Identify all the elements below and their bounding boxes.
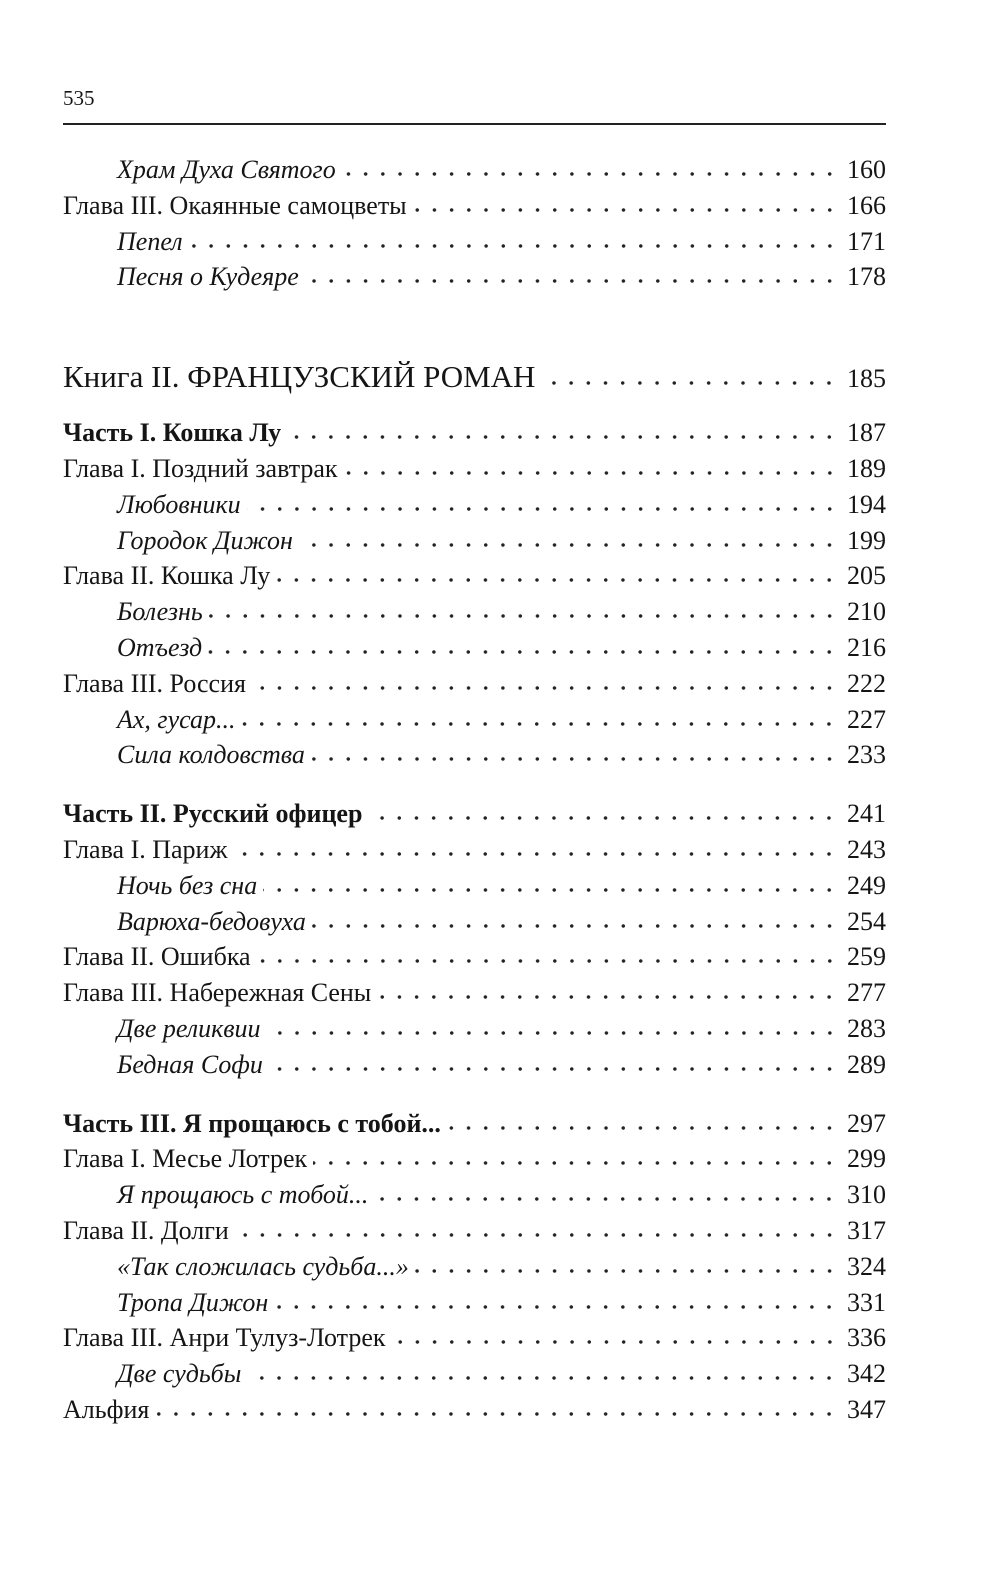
dot-leader (313, 1159, 838, 1167)
toc-entry-title: Любовники (117, 489, 241, 519)
toc-entry (63, 1392, 886, 1428)
toc-entry-title: Глава I. Поздний завтрак (63, 453, 338, 483)
toc-entry-title: Пепел (117, 226, 183, 256)
toc-entry-page: 299 (847, 1144, 886, 1174)
dot-leader (189, 242, 838, 250)
dot-leader (377, 993, 838, 1001)
toc-entry (63, 1320, 886, 1356)
toc-entry (63, 1213, 886, 1249)
toc-group (63, 415, 886, 773)
toc-entry (63, 796, 886, 832)
dot-leader (415, 1267, 838, 1275)
dot-leader (241, 720, 838, 728)
dot-leader (247, 1374, 838, 1382)
toc-entry-page: 178 (847, 262, 886, 292)
toc-entry-title: «Так сложилась судьба...» (117, 1251, 409, 1281)
toc-entry-page: 310 (847, 1180, 886, 1210)
toc-entry (63, 1249, 886, 1285)
toc-entry (63, 523, 886, 559)
toc-entry (63, 1011, 886, 1047)
toc-entry-title: Тропа Дижон (117, 1287, 269, 1317)
toc-entry-page: 277 (847, 978, 886, 1008)
dot-leader (312, 922, 838, 930)
toc-entry (63, 357, 886, 397)
toc-entry-title: Глава III. Анри Тулуз-Лотрек (63, 1323, 386, 1353)
toc-entry-page: 283 (847, 1013, 886, 1043)
dot-leader (305, 277, 838, 285)
dot-leader (541, 379, 838, 387)
toc-entry (63, 975, 886, 1011)
dot-leader (374, 1195, 838, 1203)
toc-entry-page: 166 (847, 190, 886, 220)
toc-entry-title: Глава III. Окаянные самоцветы (63, 190, 407, 220)
toc-entry-title: Альфия (63, 1394, 150, 1424)
toc-entry (63, 1285, 886, 1321)
dot-leader (392, 1338, 839, 1346)
toc-entry-page: 347 (847, 1394, 886, 1424)
toc-entry-page: 336 (847, 1323, 886, 1353)
dot-leader (368, 814, 838, 822)
toc-entry-page: 199 (847, 525, 886, 555)
dot-leader (208, 648, 838, 656)
toc-entry-page: 210 (847, 597, 886, 627)
toc-entry (63, 152, 886, 188)
dot-leader (263, 886, 838, 894)
dot-leader (413, 206, 838, 214)
dot-leader (267, 1029, 838, 1037)
toc-entry-page: 317 (847, 1215, 886, 1245)
dot-leader (344, 469, 838, 477)
toc-entry-page: 189 (847, 453, 886, 483)
dot-leader (299, 541, 838, 549)
toc-entry-page: 241 (847, 799, 886, 829)
toc-entry-page: 233 (847, 740, 886, 770)
toc-entry-page: 259 (847, 942, 886, 972)
toc-entry-title: Отъезд (117, 632, 203, 662)
toc-entry-page: 324 (847, 1251, 886, 1281)
toc-entry-page: 205 (847, 561, 886, 591)
toc-entry (63, 666, 886, 702)
toc-entry-title: Ночь без сна (117, 870, 258, 900)
toc-entry (63, 487, 886, 523)
toc-entry (63, 451, 886, 487)
dot-leader (209, 612, 838, 620)
toc-group (63, 152, 886, 295)
toc-entry (63, 868, 886, 904)
toc-entry (63, 188, 886, 224)
toc-entry-title: Две судьбы (117, 1359, 242, 1389)
dot-leader (155, 1410, 838, 1418)
toc-entry-page: 243 (847, 834, 886, 864)
toc-entry-page: 254 (847, 906, 886, 936)
toc-entry-page: 160 (847, 155, 886, 184)
toc-entry (63, 594, 886, 630)
toc-entry-title: Песня о Кудеяре (117, 262, 299, 292)
header-rule (63, 123, 886, 125)
toc-entry-title: Глава II. Долги (63, 1215, 229, 1245)
toc-entry-page: 222 (847, 668, 886, 698)
toc-entry-title: Бедная Софи (117, 1049, 263, 1079)
page-number: 535 (63, 86, 95, 110)
toc-entry (63, 1141, 886, 1177)
toc-entry-title: Храм Духа Святого (117, 155, 336, 184)
toc-entry-page: 331 (847, 1287, 886, 1317)
toc-entry-title: Городок Дижон (117, 525, 293, 555)
toc-entry (63, 415, 886, 451)
toc-entry-title: Часть I. Кошка Лу (63, 418, 282, 448)
table-of-contents (63, 152, 886, 1428)
toc-entry-title: Варюха-бедовуха (117, 906, 306, 936)
toc-entry-page: 249 (847, 870, 886, 900)
toc-entry (63, 904, 886, 940)
toc-entry-title: Глава III. Россия (63, 668, 246, 698)
toc-entry-page: 171 (847, 226, 886, 256)
toc-entry-title: Я прощаюсь с тобой... (117, 1180, 369, 1210)
toc-entry (63, 832, 886, 868)
dot-leader (447, 1124, 838, 1132)
toc-entry (63, 1177, 886, 1213)
dot-leader (247, 505, 838, 513)
toc-entry (63, 939, 886, 975)
dot-leader (276, 576, 838, 584)
toc-entry-title: Ах, гусар... (117, 704, 236, 734)
toc-entry-title: Книга II. ФРАНЦУЗСКИЙ РОМАН (63, 359, 536, 395)
toc-group (63, 796, 886, 1082)
toc-entry (63, 1356, 886, 1392)
toc-entry-title: Болезнь (117, 597, 203, 627)
toc-entry-page: 342 (847, 1359, 886, 1389)
toc-entry-title: Часть III. Я прощаюсь с тобой... (63, 1108, 441, 1138)
toc-entry-title: Глава III. Набережная Сены (63, 978, 372, 1008)
dot-leader (252, 684, 838, 692)
toc-group (63, 357, 886, 397)
toc-entry (63, 1106, 886, 1142)
toc-entry-page: 185 (847, 364, 886, 394)
toc-entry-page: 194 (847, 489, 886, 519)
toc-entry (63, 737, 886, 773)
toc-entry-title: Часть II. Русский офицер (63, 799, 363, 829)
toc-entry-title: Глава II. Кошка Лу (63, 561, 271, 591)
toc-entry (63, 1047, 886, 1083)
toc-entry-page: 227 (847, 704, 886, 734)
toc-entry (63, 224, 886, 260)
dot-leader (235, 1231, 838, 1239)
dot-leader (287, 433, 838, 441)
dot-leader (269, 1065, 838, 1073)
toc-entry (63, 558, 886, 594)
toc-entry-title: Глава II. Ошибка (63, 942, 251, 972)
toc-entry (63, 702, 886, 738)
toc-entry-title: Глава I. Месье Лотрек (63, 1144, 308, 1174)
toc-entry (63, 259, 886, 295)
toc-entry-page: 289 (847, 1049, 886, 1079)
dot-leader (311, 755, 838, 763)
toc-entry (63, 630, 886, 666)
dot-leader (274, 1303, 838, 1311)
toc-entry-title: Две реликвии (117, 1013, 261, 1043)
toc-group (63, 1106, 886, 1428)
dot-leader (342, 170, 838, 178)
dot-leader (233, 850, 838, 858)
toc-entry-title: Сила колдовства (117, 740, 305, 770)
toc-entry-title: Глава I. Париж (63, 834, 228, 864)
toc-entry-page: 187 (847, 418, 886, 448)
dot-leader (257, 957, 838, 965)
toc-entry-page: 216 (847, 632, 886, 662)
toc-entry-page: 297 (847, 1108, 886, 1138)
